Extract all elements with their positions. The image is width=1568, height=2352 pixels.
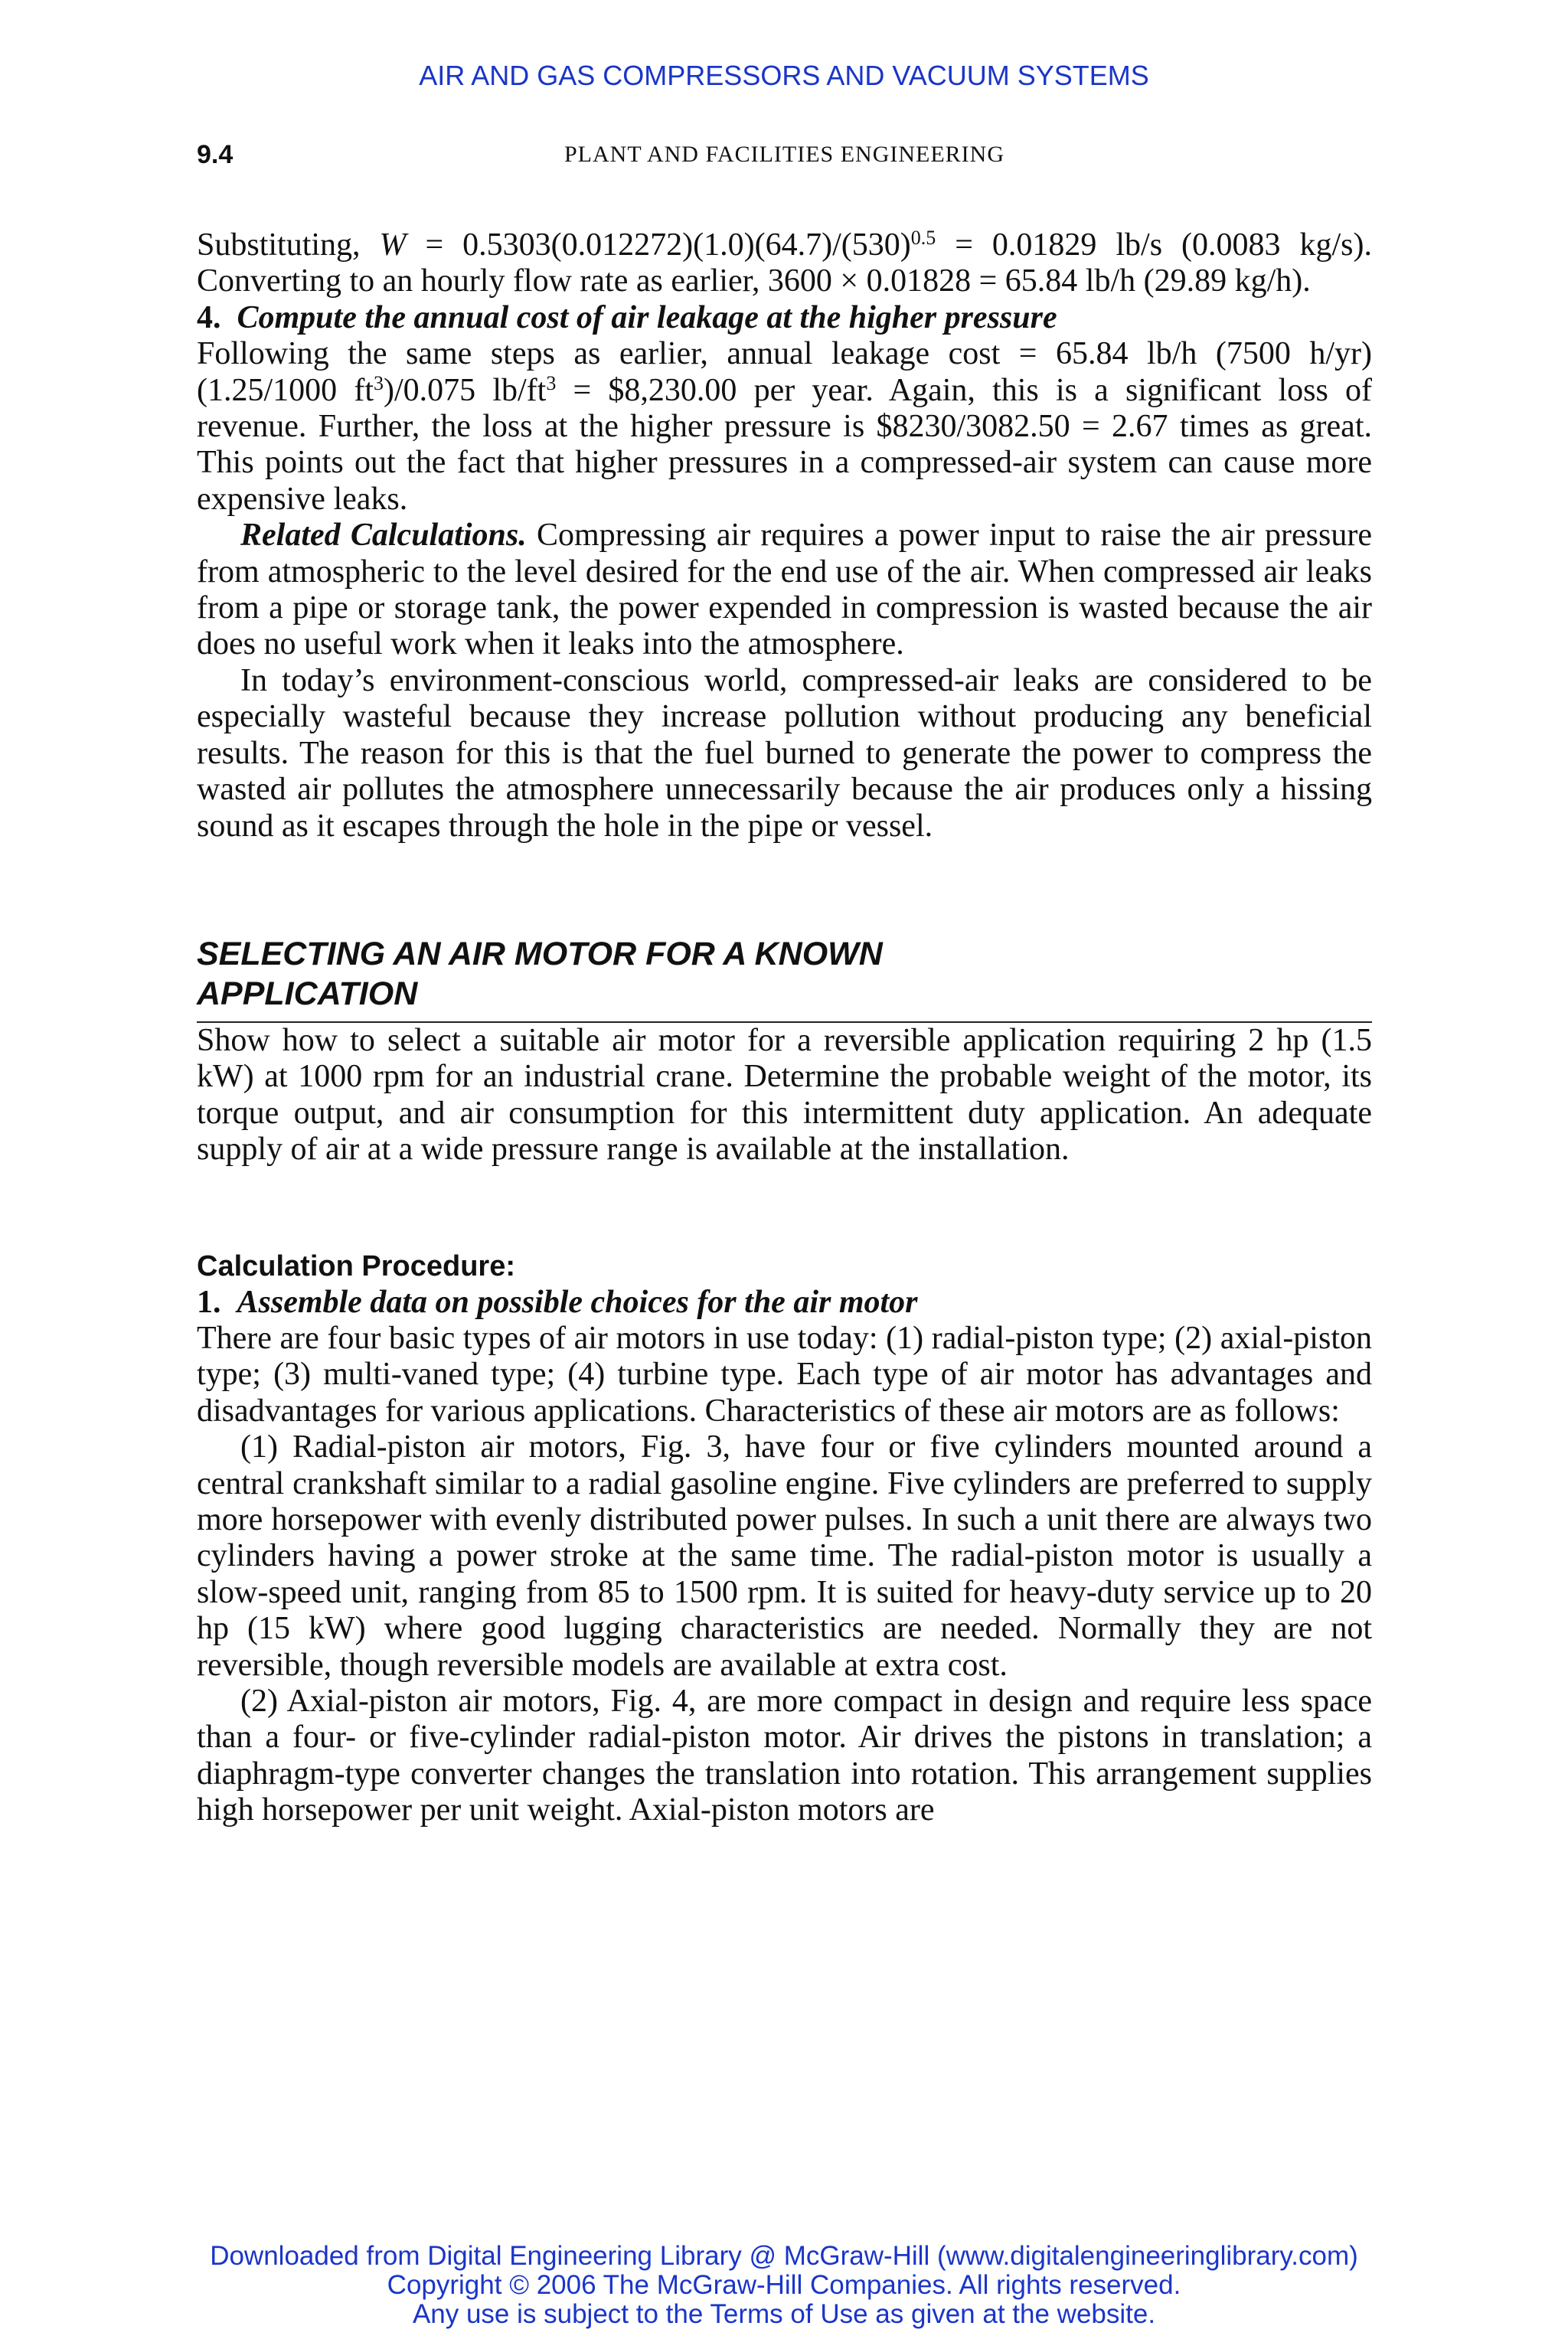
paragraph-problem-statement: Show how to select a suitable air motor for a reversible application requiring 2 hp (1.5 kW) at 1000 rpm for an industrial crane. Determine the probable weight of the motor, its torque output, and air consumption for this intermittent duty application. An adequate supply of air at a wide pressure range is available at the installation. (197, 1022, 1372, 1168)
related-calculations-label: Related Calculations. (240, 518, 527, 554)
step-4-title: Compute the annual cost of air leakage at the higher pressure (237, 299, 1057, 335)
section-heading: SELECTING AN AIR MOTOR FOR A KNOWN APPLICATION (197, 934, 1372, 1023)
superscript: 0.5 (910, 227, 936, 249)
paragraph-related-calculations: Related Calculations. Compressing air requires a power input to raise the air pressure from atmospheric to the level desired for the end use of the air. When compressed air leaks from a pipe or storage tank, the power expended in compression is wasted because the air does no useful work when it leaks into the atmosphere. (197, 518, 1372, 662)
step-4-heading (197, 300, 1372, 336)
source-banner: AIR AND GAS COMPRESSORS AND VACUUM SYSTEMS (419, 60, 1149, 91)
paragraph-substituting: Substituting, $W = 0.5303(0.012272)(1.0)(64.7)/(530)^{0.5} = 0.01829$ lb/s (0.0083 kg/s). Converting to an hourly flow rate as earlier, 3600 × 0.01828 = 65.84 lb/h (29.89 kg/h). (197, 227, 1372, 299)
running-title: PLANT AND FACILITIES ENGINEERING (564, 142, 1005, 167)
paragraph-step-1: There are four basic types of air motors in use today: (1) radial-piston type; (2) axial-piston type; (3) multi-vaned type; (4) turbine type. Each type of air motor has advantages and disadvantages for various applications. Characteristics of these air motors are as follows: (197, 1320, 1372, 1429)
step-1-title: Assemble data on possible choices for the air motor (237, 1284, 918, 1320)
running-header (197, 140, 1372, 178)
step-4-number: 4. (197, 299, 221, 335)
paragraph-axial-piston: (2) Axial-piston air motors, Fig. 4, are more compact in design and require less space than a four- or five-cylinder radial-piston motor. Air drives the pistons in translation; a diaphragm-type converter changes the translation into rotation. This arrangement supplies high horsepower per unit weight. Axial-piston motors are (197, 1684, 1372, 1828)
step-1-number: 1. (197, 1284, 221, 1320)
page-body (197, 227, 1372, 1829)
calculation-procedure-heading: Calculation Procedure: (197, 1250, 515, 1282)
footer-copyright-line: Copyright © 2006 The McGraw-Hill Companies. All rights reserved. (387, 2270, 1181, 2300)
footer-terms-line: Any use is subject to the Terms of Use as given at the website. (412, 2299, 1156, 2329)
paragraph-environment: In today’s environment-conscious world, compressed-air leaks are considered to be especially wasteful because they increase pollution without producing any beneficial results. The reason for this is that the fuel burned to generate the power to compress the wasted air pollutes the atmosphere unnecessarily because the air produces only a hissing sound as it escapes through the hole in the pipe or vessel. (197, 662, 1372, 844)
footer-download-line: Downloaded from Digital Engineering Library @ McGraw-Hill (www.digitalengineeringlibrary.com) (210, 2241, 1358, 2271)
paragraph-step-4: Following the same steps as earlier, annual leakage cost = 65.84 lb/h (7500 h/yr)(1.25/1000 $ft^3)/0.075$ $lb/ft^3$ = $8,230.00 per year. Again, this is a significant loss of revenue. Further, the loss at the higher pressure is $8230/3082.50 = 2.67 times as great. This points out the fact that higher pressures in a compressed-air system can cause more expensive leaks. (197, 336, 1372, 517)
paragraph-radial-piston: (1) Radial-piston air motors, Fig. 3, have four or five cylinders mounted around a central crankshaft similar to a radial gasoline engine. Five cylinders are preferred to supply more horsepower with evenly distributed power pulses. In such a unit there are always two cylinders having a power stroke at the same time. The radial-piston motor is usually a slow-speed unit, ranging from 85 to 1500 rpm. It is suited for heavy-duty service up to 20 hp (15 kW) where good lugging characteristics are needed. Normally they are not reversible, though reversible models are available at extra cost. (197, 1429, 1372, 1683)
step-1-heading (197, 1285, 1372, 1321)
variable-w: W (379, 227, 407, 263)
page-number: 9.4 (197, 140, 234, 169)
download-footer (0, 2242, 1568, 2329)
